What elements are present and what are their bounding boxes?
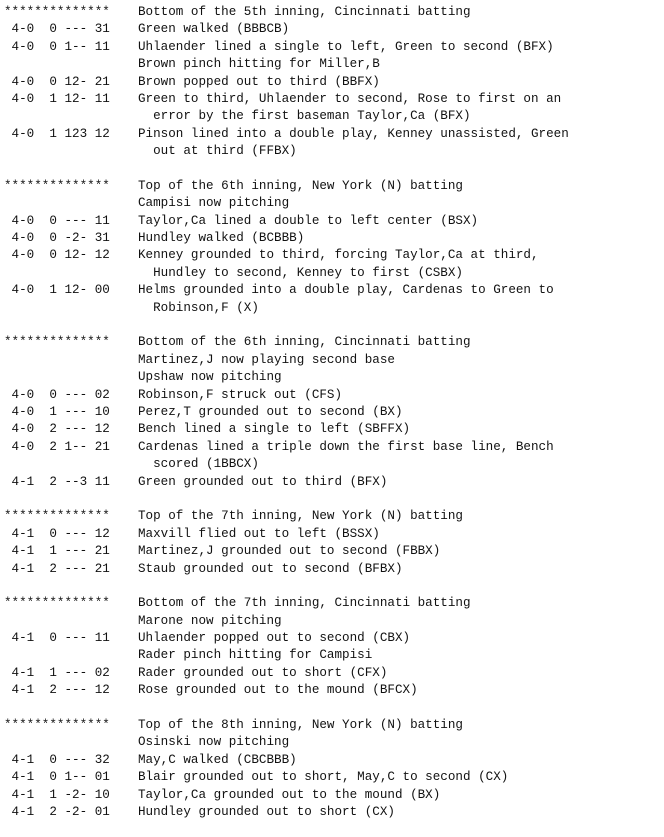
play-description: Hundley grounded out to short (CX): [138, 804, 395, 819]
play-description: Helms grounded into a double play, Cardenas to Green to: [138, 283, 554, 298]
play-description: Hundley walked (BCBBB): [138, 231, 305, 246]
play-description: Campisi now pitching: [138, 196, 290, 211]
inning-header-line: [4, 178, 664, 195]
inning-header-line: [4, 717, 664, 734]
play-description: Green grounded out to third (BFX): [138, 474, 388, 489]
game-state: 4-0 0 --- 31: [4, 22, 110, 37]
game-state: 4-0 1 --- 10: [4, 404, 110, 419]
game-state: [4, 143, 138, 160]
play-description: Green to third, Uhlaender to second, Rose to first on an: [138, 91, 562, 106]
game-state: 4-1 2 --3 11: [4, 474, 110, 489]
play-line: [4, 665, 664, 682]
inning-title: Bottom of the 5th inning, Cincinnati batting: [138, 5, 471, 19]
game-state: 4-1 2 -2- 01: [4, 804, 110, 819]
game-state: 4-0 2 1-- 21: [4, 439, 110, 454]
play-description: Robinson,F struck out (CFS): [138, 387, 343, 402]
game-state: 4-0 2 --- 12: [4, 422, 110, 437]
play-description: Rader grounded out to short (CFX): [138, 665, 388, 680]
play-line: [4, 613, 664, 630]
game-state: 4-0 0 12- 21: [4, 74, 110, 89]
play-line: [4, 404, 664, 421]
inning-block: [4, 4, 664, 161]
play-line: [4, 230, 664, 247]
game-state: 4-1 1 --- 21: [4, 544, 110, 559]
inning-header-line: [4, 595, 664, 612]
game-state: 4-0 0 1-- 11: [4, 39, 110, 54]
play-description: Rader pinch hitting for Campisi: [138, 648, 373, 663]
game-state: 4-1 2 --- 21: [4, 561, 110, 576]
play-line: [4, 787, 664, 804]
inning-header-line: [4, 4, 664, 21]
play-line: [4, 387, 664, 404]
inning-title: Bottom of the 7th inning, Cincinnati batting: [138, 596, 471, 611]
game-state: [4, 352, 138, 369]
game-state: [4, 734, 138, 751]
game-state: 4-0 1 12- 11: [4, 91, 110, 106]
separator-stars: **************: [4, 335, 110, 350]
play-line: [4, 474, 664, 491]
inning-title: Top of the 7th inning, New York (N) batting: [138, 509, 463, 524]
play-description: Taylor,Ca grounded out to the mound (BX): [138, 787, 441, 802]
play-line: [4, 39, 664, 56]
game-state: [4, 265, 138, 282]
play-description: error by the first baseman Taylor,Ca (BFX): [138, 109, 471, 124]
play-line: [4, 369, 664, 386]
play-line: [4, 352, 664, 369]
play-description: Bench lined a single to left (SBFFX): [138, 422, 411, 437]
play-description: Staub grounded out to second (BFBX): [138, 561, 403, 576]
game-state: [4, 647, 138, 664]
play-line: [4, 282, 664, 299]
game-state: [4, 56, 138, 73]
game-state: 4-0 0 12- 12: [4, 248, 110, 263]
play-line: [4, 734, 664, 751]
game-state: [4, 369, 138, 386]
play-line: [4, 630, 664, 647]
play-line: [4, 21, 664, 38]
block-spacer: [4, 161, 664, 178]
game-state: [4, 613, 138, 630]
play-line: [4, 195, 664, 212]
game-state: 4-1 0 1-- 01: [4, 770, 110, 785]
play-line: [4, 247, 664, 264]
inning-block: [4, 508, 664, 578]
play-description: Marone now pitching: [138, 613, 282, 628]
game-state: 4-1 1 -2- 10: [4, 787, 110, 802]
game-state: 4-1 2 --- 12: [4, 683, 110, 698]
game-state: 4-0 0 -2- 31: [4, 231, 110, 246]
play-line: [4, 74, 664, 91]
game-state: 4-1 0 --- 32: [4, 752, 110, 767]
game-state: [4, 300, 138, 317]
play-line: [4, 526, 664, 543]
play-description: Perez,T grounded out to second (BX): [138, 404, 403, 419]
play-description: Rose grounded out to the mound (BFCX): [138, 683, 418, 698]
block-spacer: [4, 491, 664, 508]
play-line: [4, 543, 664, 560]
game-state: 4-0 0 --- 02: [4, 387, 110, 402]
play-description: scored (1BBCX): [138, 457, 259, 472]
play-description: Upshaw now pitching: [138, 370, 282, 385]
play-description: Osinski now pitching: [138, 735, 290, 750]
play-description: Blair grounded out to short, May,C to second (CX): [138, 770, 509, 785]
play-description: May,C walked (CBCBBB): [138, 752, 297, 767]
game-state: [4, 456, 138, 473]
play-line: [4, 108, 664, 125]
play-line: [4, 126, 664, 143]
play-description: Green walked (BBBCB): [138, 22, 290, 37]
play-description: Maxvill flied out to left (BSSX): [138, 526, 380, 541]
play-description: Uhlaender lined a single to left, Green to second (BFX): [138, 39, 554, 54]
play-line: [4, 456, 664, 473]
separator-stars: **************: [4, 5, 110, 19]
play-description: Martinez,J grounded out to second (FBBX): [138, 544, 441, 559]
play-line: [4, 769, 664, 786]
block-spacer: [4, 700, 664, 717]
play-description: Pinson lined into a double play, Kenney unassisted, Green: [138, 126, 569, 141]
inning-header-line: [4, 334, 664, 351]
block-spacer: [4, 578, 664, 595]
separator-stars: **************: [4, 718, 110, 733]
play-description: Cardenas lined a triple down the first base line, Bench: [138, 439, 554, 454]
game-state: 4-0 1 123 12: [4, 126, 110, 141]
play-description: Robinson,F (X): [138, 300, 259, 315]
play-line: [4, 56, 664, 73]
play-line: [4, 300, 664, 317]
separator-stars: **************: [4, 509, 110, 524]
play-line: [4, 265, 664, 282]
play-description: Uhlaender popped out to second (CBX): [138, 631, 411, 646]
inning-title: Top of the 6th inning, New York (N) batting: [138, 178, 463, 193]
block-spacer: [4, 317, 664, 334]
play-description: Kenney grounded to third, forcing Taylor,Ca at third,: [138, 248, 539, 263]
game-state: 4-1 1 --- 02: [4, 665, 110, 680]
separator-stars: **************: [4, 178, 110, 193]
inning-block: [4, 595, 664, 699]
inning-block: [4, 178, 664, 317]
game-state: 4-0 0 --- 11: [4, 213, 110, 228]
play-description: out at third (FFBX): [138, 144, 297, 159]
play-description: Taylor,Ca lined a double to left center (BSX): [138, 213, 479, 228]
inning-block: [4, 334, 664, 491]
game-state: 4-1 0 --- 12: [4, 526, 110, 541]
game-state: 4-1 0 --- 11: [4, 631, 110, 646]
play-line: [4, 91, 664, 108]
inning-title: Top of the 8th inning, New York (N) batting: [138, 718, 463, 733]
play-description: Martinez,J now playing second base: [138, 352, 395, 367]
play-line: [4, 752, 664, 769]
play-description: Brown popped out to third (BBFX): [138, 74, 380, 89]
inning-block: [4, 717, 664, 821]
play-line: [4, 213, 664, 230]
game-state: 4-0 1 12- 00: [4, 283, 110, 298]
play-description: Hundley to second, Kenney to first (CSBX): [138, 265, 463, 280]
separator-stars: **************: [4, 596, 110, 611]
game-state: [4, 195, 138, 212]
play-line: [4, 682, 664, 699]
play-line: [4, 143, 664, 160]
play-line: [4, 439, 664, 456]
play-line: [4, 421, 664, 438]
play-line: [4, 647, 664, 664]
inning-title: Bottom of the 6th inning, Cincinnati batting: [138, 335, 471, 350]
game-state: [4, 108, 138, 125]
inning-header-line: [4, 508, 664, 525]
play-line: [4, 561, 664, 578]
play-line: [4, 804, 664, 821]
play-description: Brown pinch hitting for Miller,B: [138, 57, 380, 72]
